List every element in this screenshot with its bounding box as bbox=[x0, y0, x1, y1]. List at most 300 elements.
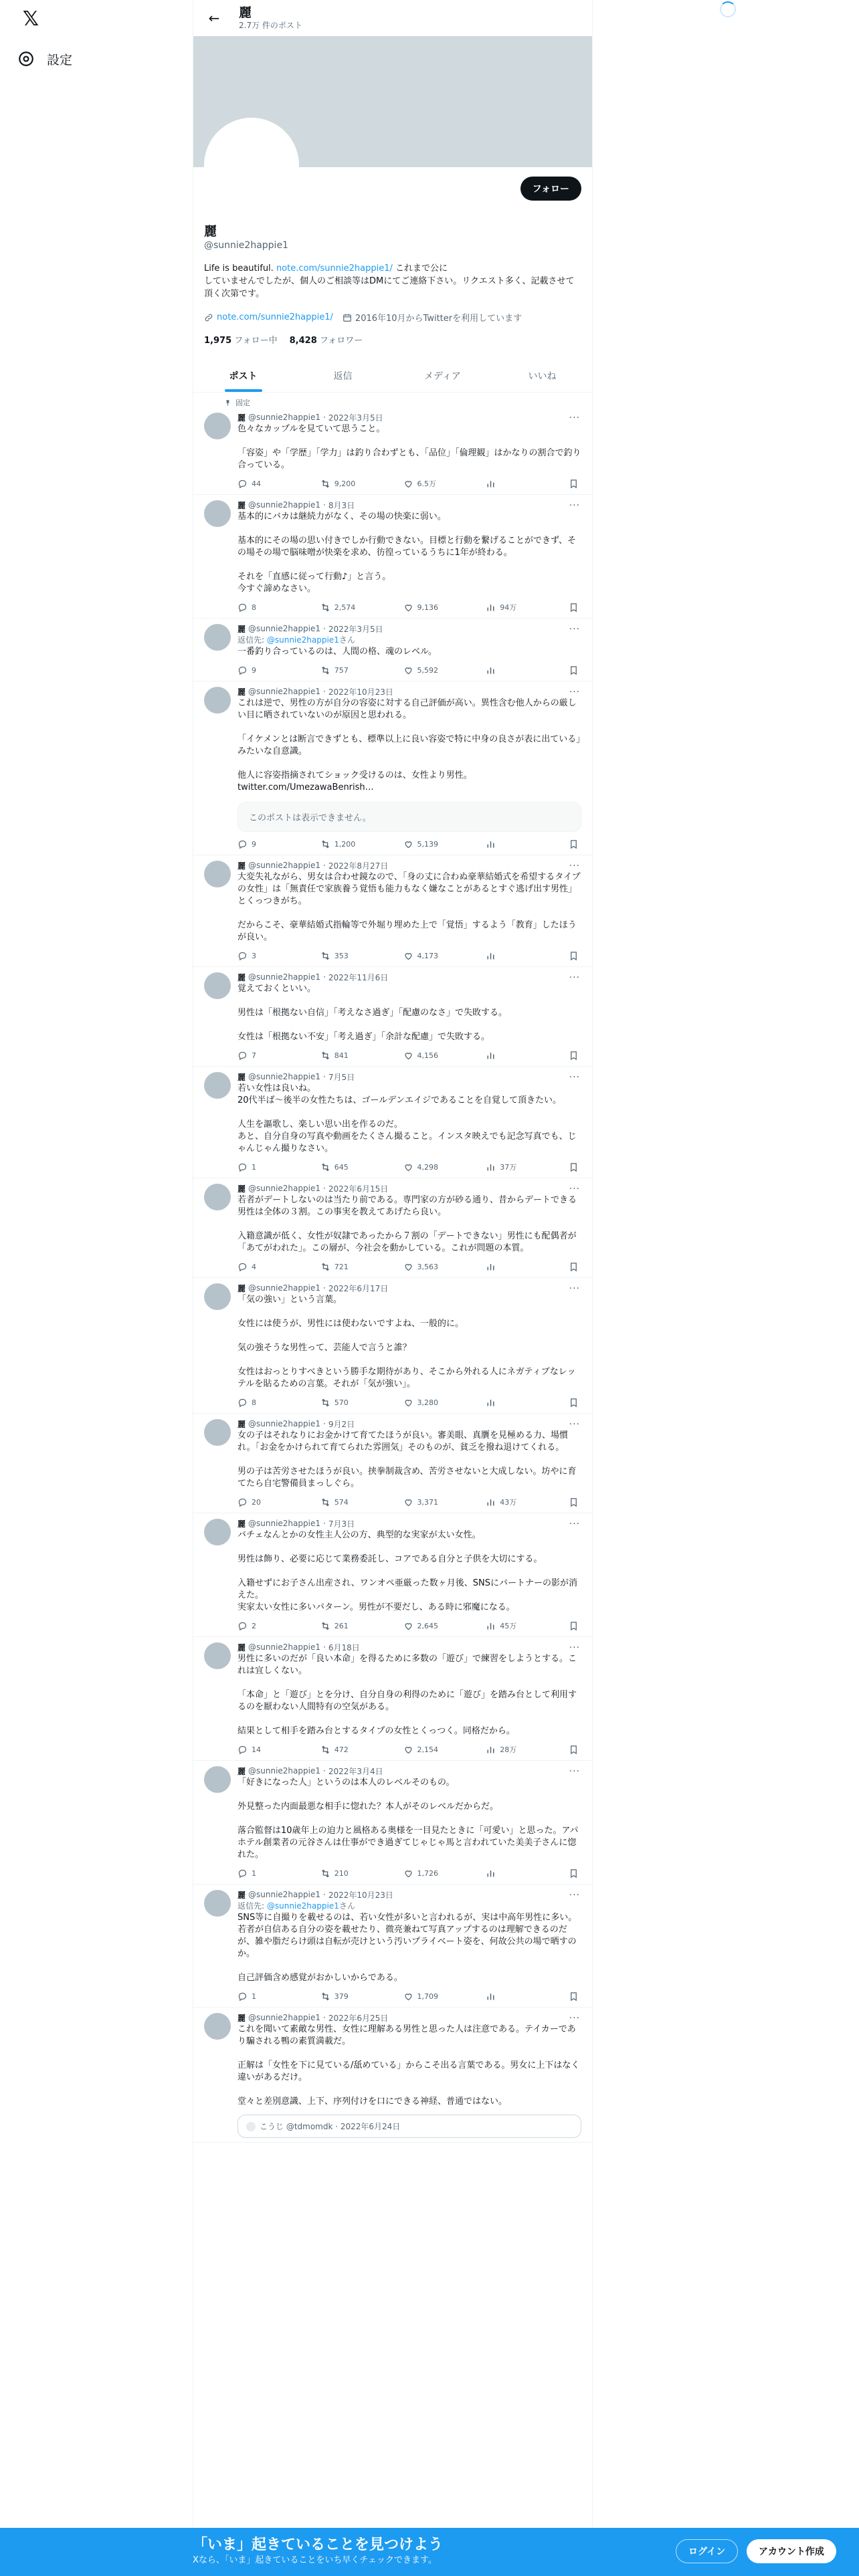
bio-link[interactable]: note.com/sunnie2happie1/ bbox=[276, 263, 393, 274]
reply-button[interactable] bbox=[237, 1992, 284, 2002]
reply-count: 4 bbox=[252, 1262, 256, 1271]
heart-icon bbox=[403, 1162, 413, 1172]
retweet-count: 645 bbox=[334, 1162, 349, 1172]
tweet-date[interactable]: 2022年3月5日 bbox=[328, 624, 383, 634]
tweet-date[interactable]: 7月5日 bbox=[328, 1072, 355, 1082]
signup-button[interactable]: アカウント作成 bbox=[747, 2539, 836, 2563]
view-count: 28万 bbox=[500, 1745, 517, 1754]
tweet-avatar[interactable] bbox=[204, 2013, 231, 2040]
reply-icon bbox=[237, 1051, 248, 1061]
reply-count: 3 bbox=[252, 951, 256, 960]
like-button[interactable] bbox=[403, 1398, 450, 1408]
tweet-author-name[interactable]: 麗 bbox=[237, 2013, 246, 2023]
tweet-text: 女の子はそれなりにお金かけて育てたほうが良い。審美眼、真贋を見極める力、場慣れ。「お金をかけられて育てられた雰囲気」そのものが、貧乏を撥ね退けてくれる。 男の子は苦労させたほうが良い。挟拳制裁含め、苦労させないと大成しない。坊やに育てたら自宅警備員まっしぐら。 bbox=[237, 1430, 577, 1489]
reply-to-handle[interactable]: @sunnie2happie1 bbox=[266, 1901, 339, 1911]
tweet-author-handle[interactable]: @sunnie2happie1 bbox=[248, 413, 320, 422]
reply-icon bbox=[237, 1992, 248, 2002]
tweet-author-handle[interactable]: @sunnie2happie1 bbox=[248, 861, 320, 870]
tweet-author-name[interactable]: 麗 bbox=[237, 413, 246, 423]
reply-button[interactable] bbox=[237, 1051, 284, 1061]
tweet-date[interactable]: 2022年3月4日 bbox=[328, 1766, 383, 1776]
tab-likes[interactable]: いいね bbox=[528, 370, 557, 382]
analytics-icon bbox=[486, 1621, 496, 1631]
views-button[interactable] bbox=[486, 1992, 533, 2002]
views-button[interactable] bbox=[486, 665, 533, 675]
more-icon[interactable]: ··· bbox=[569, 1419, 580, 1430]
tweet-header bbox=[237, 1071, 581, 1083]
tweet-avatar[interactable] bbox=[204, 1184, 231, 1210]
tweet-avatar[interactable] bbox=[204, 1072, 231, 1099]
tweet-author-name[interactable]: 麗 bbox=[237, 1072, 246, 1082]
bookmark-button[interactable] bbox=[569, 1162, 579, 1172]
bookmark-button[interactable] bbox=[569, 1621, 579, 1631]
like-button[interactable] bbox=[403, 1868, 450, 1879]
x-logo-icon[interactable]: 𝕏 bbox=[22, 7, 39, 31]
tweet-dot: · bbox=[322, 413, 326, 422]
retweet-button[interactable] bbox=[320, 1051, 367, 1061]
tweet-date[interactable]: 6月18日 bbox=[328, 1642, 360, 1652]
retweet-button[interactable] bbox=[320, 839, 367, 849]
reply-icon bbox=[237, 1745, 248, 1755]
like-button[interactable] bbox=[403, 1051, 450, 1061]
bookmark-button[interactable] bbox=[569, 951, 579, 961]
tweet-date[interactable]: 7月3日 bbox=[328, 1519, 355, 1529]
tweet-actions bbox=[237, 1049, 581, 1062]
bookmark-icon bbox=[569, 1398, 579, 1408]
tweet-header bbox=[237, 685, 581, 697]
reply-button[interactable] bbox=[237, 1745, 284, 1755]
analytics-icon bbox=[486, 1262, 496, 1272]
bookmark-button[interactable] bbox=[569, 479, 579, 489]
like-button[interactable] bbox=[403, 1745, 450, 1755]
tweet-author-name[interactable]: 麗 bbox=[237, 1766, 246, 1776]
tweet-header bbox=[237, 1765, 581, 1777]
tweet-header bbox=[237, 1889, 581, 1901]
tweet-body bbox=[237, 859, 581, 962]
reply-count: 1 bbox=[252, 1868, 256, 1878]
tweet[interactable] bbox=[193, 1885, 592, 2008]
tweet-dot: · bbox=[322, 1072, 326, 1081]
header-name: 麗 bbox=[239, 5, 252, 20]
more-icon[interactable]: ··· bbox=[569, 687, 580, 697]
tweet[interactable] bbox=[193, 1067, 592, 1178]
tweet-avatar[interactable] bbox=[204, 972, 231, 999]
reply-icon bbox=[237, 839, 248, 849]
tweet-avatar[interactable] bbox=[204, 1890, 231, 1917]
retweet-button[interactable] bbox=[320, 665, 367, 675]
tweet[interactable] bbox=[193, 967, 592, 1067]
tweet-author-handle[interactable]: @sunnie2happie1 bbox=[248, 1642, 320, 1652]
view-count: 37万 bbox=[500, 1163, 517, 1172]
pin-icon bbox=[224, 399, 231, 407]
like-button[interactable] bbox=[403, 1262, 450, 1272]
bookmark-button[interactable] bbox=[569, 1262, 579, 1272]
retweet-icon bbox=[320, 1621, 330, 1631]
retweet-button[interactable] bbox=[320, 951, 367, 961]
tweet-author-name[interactable]: 麗 bbox=[237, 861, 246, 871]
analytics-icon bbox=[486, 665, 496, 675]
tweet-avatar[interactable] bbox=[204, 624, 231, 651]
bookmark-button[interactable] bbox=[569, 603, 579, 613]
tweet[interactable] bbox=[193, 407, 592, 495]
tweet-date[interactable]: 2022年10月23日 bbox=[328, 687, 393, 697]
like-button[interactable] bbox=[403, 1992, 450, 2002]
like-button[interactable] bbox=[403, 839, 450, 849]
reply-icon bbox=[237, 1398, 248, 1408]
more-icon[interactable]: ··· bbox=[569, 624, 580, 635]
like-button[interactable] bbox=[403, 665, 450, 675]
tweet-text: 覚えておくといい。 男性は「根拠ない自信」「考えなさ過ぎ」「配慮のなさ」で失敗する。 女性は「根拠ない不安」「考え過ぎ」「余計な配慮」で失敗する。 bbox=[237, 984, 508, 1042]
reply-button[interactable] bbox=[237, 1398, 284, 1408]
tweet-actions bbox=[237, 1619, 581, 1632]
tweet-date[interactable]: 2022年8月27日 bbox=[328, 861, 389, 871]
profile-follow-stats bbox=[204, 333, 581, 346]
like-button[interactable] bbox=[403, 1497, 450, 1507]
tweet-avatar[interactable] bbox=[204, 1283, 231, 1310]
views-button[interactable] bbox=[486, 479, 533, 489]
tweet-reply-to bbox=[237, 1901, 581, 1912]
like-button[interactable] bbox=[403, 478, 450, 489]
tweet-body bbox=[237, 1418, 581, 1509]
reply-icon bbox=[237, 1868, 248, 1879]
tweet-text: 「好きになった人」というのは本人のレベルそのもの。 外見整った内面最悪な相手に惚れた？本人がそのレベルだからだ。 落合監督は10歳年上の迫力と風格ある奥様を一目見たときに「可愛い」と思った。アパホテル創業者の元谷さんは仕事ができ過ぎてじゃじゃ馬と言われていた美美子さんに惚れた。 bbox=[237, 1778, 579, 1860]
tweet-date[interactable]: 2022年11月6日 bbox=[328, 972, 389, 982]
tweet-author-handle[interactable]: @sunnie2happie1 bbox=[248, 1072, 320, 1081]
views-button[interactable] bbox=[486, 839, 533, 849]
retweet-button[interactable] bbox=[320, 1621, 367, 1631]
tweet-date[interactable]: 2022年6月25日 bbox=[328, 2013, 389, 2023]
follow-button[interactable]: フォロー bbox=[520, 177, 581, 201]
like-button[interactable] bbox=[403, 1162, 450, 1172]
like-count: 6.5万 bbox=[417, 479, 436, 488]
tweet-author-name[interactable]: 麗 bbox=[237, 1519, 246, 1529]
tweet-dot: · bbox=[322, 1519, 326, 1528]
like-count: 9,136 bbox=[417, 603, 438, 612]
views-button[interactable] bbox=[486, 1620, 533, 1631]
tweet[interactable] bbox=[193, 1637, 592, 1761]
profile-meta bbox=[204, 311, 581, 324]
tweet-body bbox=[237, 1282, 581, 1409]
tweet-author-name[interactable]: 麗 bbox=[237, 500, 246, 510]
tweet-avatar[interactable] bbox=[204, 413, 231, 439]
following-stat[interactable] bbox=[204, 333, 278, 346]
header-post-count: 2.7万 件のポスト bbox=[239, 21, 302, 30]
heart-icon bbox=[403, 1398, 413, 1408]
tweet-dot: · bbox=[322, 1419, 326, 1428]
retweet-count: 210 bbox=[334, 1868, 349, 1878]
tweet-dot: · bbox=[322, 1184, 326, 1193]
tweet-author-name[interactable]: 麗 bbox=[237, 1890, 246, 1900]
bookmark-button[interactable] bbox=[569, 1497, 579, 1507]
tweet-actions bbox=[237, 1396, 581, 1409]
tweet-author-handle[interactable]: @sunnie2happie1 bbox=[248, 500, 320, 510]
more-icon[interactable]: ··· bbox=[569, 1184, 580, 1194]
tweet-header bbox=[237, 1182, 581, 1194]
bookmark-button[interactable] bbox=[569, 1398, 579, 1408]
nav-settings[interactable] bbox=[17, 45, 72, 72]
views-button[interactable] bbox=[486, 1262, 533, 1272]
more-icon[interactable]: ··· bbox=[569, 413, 580, 423]
tweet[interactable] bbox=[193, 1761, 592, 1885]
tab-media[interactable]: メディア bbox=[424, 370, 461, 382]
tweet-dot: · bbox=[322, 687, 326, 696]
tab-replies[interactable]: 返信 bbox=[333, 370, 353, 382]
retweet-count: 757 bbox=[334, 665, 349, 675]
reply-to-handle[interactable]: @sunnie2happie1 bbox=[266, 635, 339, 645]
more-icon[interactable]: ··· bbox=[569, 861, 580, 871]
reply-count: 9 bbox=[252, 665, 256, 675]
analytics-icon bbox=[486, 839, 496, 849]
retweet-button[interactable] bbox=[320, 1162, 367, 1172]
like-button[interactable] bbox=[403, 603, 450, 613]
reply-icon bbox=[237, 1262, 248, 1272]
reply-count: 14 bbox=[252, 1745, 261, 1754]
bookmark-button[interactable] bbox=[569, 665, 579, 675]
analytics-icon bbox=[486, 1051, 496, 1061]
tweet-author-name[interactable]: 麗 bbox=[237, 1642, 246, 1652]
more-icon[interactable]: ··· bbox=[569, 2013, 580, 2024]
tweet-date[interactable]: 2022年3月5日 bbox=[328, 413, 383, 423]
back-arrow-icon[interactable]: ← bbox=[208, 10, 220, 26]
tweet-author-name[interactable]: 麗 bbox=[237, 687, 246, 697]
more-icon[interactable]: ··· bbox=[569, 1072, 580, 1083]
tweet-author-name[interactable]: 麗 bbox=[237, 624, 246, 634]
bookmark-icon bbox=[569, 1497, 579, 1507]
main-column bbox=[193, 0, 593, 2576]
reply-prefix: 返信先: bbox=[237, 1901, 267, 1911]
tweet-text: 「気の強い」という言葉。 女性には使うが、男性には使わないですよね、一般的に。 気の強そうな男性って、芸能人で言うと誰？ 女性はおっとりすべきという勝手な期待があり、そこから外れる人にネガティブなレッテルを貼るための言葉。それが「気が強い」。 bbox=[237, 1295, 576, 1389]
views-button[interactable] bbox=[486, 602, 533, 613]
tweet-body bbox=[237, 971, 581, 1062]
retweet-count: 9,200 bbox=[334, 479, 356, 488]
link-icon bbox=[204, 313, 213, 322]
more-icon[interactable]: ··· bbox=[569, 1766, 580, 1777]
retweet-icon bbox=[320, 1262, 330, 1272]
bookmark-button[interactable] bbox=[569, 1992, 579, 2002]
tweet[interactable] bbox=[193, 619, 592, 681]
tweet[interactable] bbox=[193, 681, 592, 855]
tweet-author-name[interactable]: 麗 bbox=[237, 1419, 246, 1429]
reply-count: 44 bbox=[252, 479, 261, 488]
profile-website[interactable] bbox=[204, 312, 333, 322]
retweet-button[interactable] bbox=[320, 1497, 367, 1507]
tweet-author-handle[interactable]: @sunnie2happie1 bbox=[248, 972, 320, 982]
tweet-header bbox=[237, 2012, 581, 2024]
following-label: フォロー中 bbox=[234, 336, 278, 346]
profile-avatar[interactable] bbox=[204, 118, 299, 213]
more-icon[interactable]: ··· bbox=[569, 1519, 580, 1529]
reply-icon bbox=[237, 1497, 248, 1507]
tweet-date[interactable]: 9月2日 bbox=[328, 1419, 355, 1429]
pinned-text: 固定 bbox=[235, 399, 250, 407]
tweet-author-handle[interactable]: @sunnie2happie1 bbox=[248, 1890, 320, 1899]
tweet-reply-to bbox=[237, 635, 581, 646]
tweet-author-name[interactable]: 麗 bbox=[237, 1184, 246, 1194]
quoted-avatar-icon bbox=[246, 2122, 256, 2131]
tweet-date[interactable]: 2022年6月17日 bbox=[328, 1283, 389, 1293]
views-button[interactable] bbox=[486, 951, 533, 961]
views-button[interactable] bbox=[486, 1398, 533, 1408]
reply-button[interactable] bbox=[237, 665, 284, 675]
tweet-body bbox=[237, 1889, 581, 2003]
views-button[interactable] bbox=[486, 1868, 533, 1879]
tweet[interactable] bbox=[193, 2008, 592, 2143]
retweet-icon bbox=[320, 603, 330, 613]
tweet-author-name[interactable]: 麗 bbox=[237, 1283, 246, 1293]
more-icon[interactable]: ··· bbox=[569, 1890, 580, 1901]
reply-button[interactable] bbox=[237, 479, 284, 489]
more-icon[interactable]: ··· bbox=[569, 1283, 580, 1294]
reply-button[interactable] bbox=[237, 1621, 284, 1631]
reply-button[interactable] bbox=[237, 951, 284, 961]
tweet-author-handle[interactable]: @sunnie2happie1 bbox=[248, 624, 320, 633]
tweet-author-handle[interactable]: @sunnie2happie1 bbox=[248, 1184, 320, 1193]
tweet-avatar[interactable] bbox=[204, 1519, 231, 1545]
like-count: 5,592 bbox=[417, 665, 438, 675]
profile-handle: @sunnie2happie1 bbox=[204, 240, 288, 251]
retweet-count: 379 bbox=[334, 1992, 349, 2001]
tweet-author-name[interactable]: 麗 bbox=[237, 972, 246, 982]
retweet-icon bbox=[320, 1398, 330, 1408]
tweet-date[interactable]: 2022年10月23日 bbox=[328, 1890, 393, 1900]
bookmark-button[interactable] bbox=[569, 1868, 579, 1879]
reply-button[interactable] bbox=[237, 839, 284, 849]
bookmark-icon bbox=[569, 603, 579, 613]
tweet-date[interactable]: 2022年6月15日 bbox=[328, 1184, 389, 1194]
more-icon[interactable]: ··· bbox=[569, 972, 580, 983]
tab-posts[interactable]: ポスト bbox=[193, 359, 293, 392]
retweet-button[interactable] bbox=[320, 1992, 367, 2002]
view-count: 45万 bbox=[500, 1622, 517, 1630]
tweet-author-handle[interactable]: @sunnie2happie1 bbox=[248, 1519, 320, 1528]
retweet-button[interactable] bbox=[320, 1262, 367, 1272]
like-button[interactable] bbox=[403, 1621, 450, 1631]
tweet-author-handle[interactable]: @sunnie2happie1 bbox=[248, 687, 320, 696]
tweet[interactable] bbox=[193, 1278, 592, 1414]
views-button[interactable] bbox=[486, 1162, 533, 1172]
tweet-actions bbox=[237, 837, 581, 851]
retweet-icon bbox=[320, 839, 330, 849]
tweet-avatar[interactable] bbox=[204, 861, 231, 887]
reply-button[interactable] bbox=[237, 1162, 284, 1172]
reply-suffix: さん bbox=[339, 1901, 355, 1911]
tweet-date[interactable]: 8月3日 bbox=[328, 500, 355, 510]
tweet-actions bbox=[237, 1866, 581, 1880]
views-button[interactable] bbox=[486, 1744, 533, 1755]
retweet-button[interactable] bbox=[320, 1868, 367, 1879]
nav-settings-label: 設定 bbox=[47, 52, 73, 68]
retweet-button[interactable] bbox=[320, 1745, 367, 1755]
retweet-count: 472 bbox=[334, 1745, 349, 1754]
bookmark-icon bbox=[569, 951, 579, 961]
login-button[interactable]: ログイン bbox=[676, 2539, 738, 2563]
tweet-header bbox=[237, 1282, 581, 1294]
calendar-icon bbox=[343, 313, 352, 322]
tweet-text: これを聞いて素敵な男性、女性に理解ある男性と思った人は注意である。テイカーであり騙される鴨の素質満載だ。 正解は「女性を下に見ている/舐めている」からこそ出る言葉である。男女に上下はなく違いがあるだけ。 堂々と差別意識、上下、序列付けを口にできる神経、普通ではない。 bbox=[237, 2024, 580, 2107]
like-button[interactable] bbox=[403, 951, 450, 961]
reply-button[interactable] bbox=[237, 1262, 284, 1272]
heart-icon bbox=[403, 479, 413, 489]
tweet-body bbox=[237, 1182, 581, 1273]
retweet-icon bbox=[320, 1162, 330, 1172]
views-button[interactable] bbox=[486, 1497, 533, 1507]
profile-banner[interactable] bbox=[193, 36, 592, 167]
tweet-header bbox=[237, 1641, 581, 1653]
reply-button[interactable] bbox=[237, 603, 284, 613]
tweet[interactable] bbox=[193, 1513, 592, 1637]
tweet-text: 基本的にバカは継続力がなく、その場の快楽に弱い。 基本的にその場の思い付きでしか行動できない。目標と行動を繋げることができず、その場その場で脳味噌が快楽を求め、彷徨っているうちに1年が終わる。 それを「直感に従って行動♪」と言う。 今すぐ諦めなさい。 bbox=[237, 512, 576, 594]
gear-icon bbox=[17, 50, 35, 68]
heart-icon bbox=[403, 1497, 413, 1507]
tweet-dot: · bbox=[322, 1766, 326, 1776]
retweet-count: 721 bbox=[334, 1262, 349, 1271]
like-count: 4,156 bbox=[417, 1051, 438, 1060]
tweet[interactable] bbox=[193, 1178, 592, 1278]
reply-count: 1 bbox=[252, 1162, 256, 1172]
tweet-author-handle[interactable]: @sunnie2happie1 bbox=[248, 1283, 320, 1293]
loading-spinner bbox=[720, 1, 736, 17]
reply-count: 8 bbox=[252, 1398, 256, 1407]
quoted-post[interactable] bbox=[237, 2115, 581, 2138]
retweet-button[interactable] bbox=[320, 1398, 367, 1408]
tweet-header bbox=[237, 411, 581, 423]
tweet-avatar[interactable] bbox=[204, 1642, 231, 1669]
reply-button[interactable] bbox=[237, 1868, 284, 1879]
profile-website-link[interactable]: note.com/sunnie2happie1/ bbox=[217, 312, 333, 322]
tweet[interactable] bbox=[193, 495, 592, 619]
views-button[interactable] bbox=[486, 1051, 533, 1061]
profile-joined-text: 2016年10月からTwitterを利用しています bbox=[355, 314, 522, 324]
tweet-avatar[interactable] bbox=[204, 687, 231, 714]
tweet-dot: · bbox=[322, 1642, 326, 1652]
bookmark-icon bbox=[569, 1051, 579, 1061]
reply-suffix: さん bbox=[339, 635, 355, 645]
tweet-header bbox=[237, 623, 581, 635]
bookmark-icon bbox=[569, 1162, 579, 1172]
bookmark-button[interactable] bbox=[569, 1745, 579, 1755]
tweet-author-handle[interactable]: @sunnie2happie1 bbox=[248, 1766, 320, 1776]
reply-icon bbox=[237, 665, 248, 675]
tweet-header bbox=[237, 971, 581, 983]
heart-icon bbox=[403, 839, 413, 849]
reply-button[interactable] bbox=[237, 1497, 284, 1507]
retweet-button[interactable] bbox=[320, 603, 367, 613]
more-icon[interactable]: ··· bbox=[569, 1642, 580, 1653]
followers-stat[interactable] bbox=[290, 333, 363, 346]
like-count: 1,709 bbox=[417, 1992, 438, 2001]
bio-text-1: Life is beautiful. bbox=[204, 263, 276, 274]
tweet-author-handle[interactable]: @sunnie2happie1 bbox=[248, 2013, 320, 2022]
retweet-count: 570 bbox=[334, 1398, 349, 1407]
retweet-button[interactable] bbox=[320, 479, 367, 489]
retweet-icon bbox=[320, 479, 330, 489]
profile-tabs bbox=[193, 359, 592, 393]
analytics-icon bbox=[486, 479, 496, 489]
tweet[interactable] bbox=[193, 1414, 592, 1513]
tweet[interactable] bbox=[193, 855, 592, 967]
retweet-count: 261 bbox=[334, 1621, 349, 1630]
retweet-icon bbox=[320, 665, 330, 675]
tweet-avatar[interactable] bbox=[204, 1419, 231, 1446]
tweet-text: SNS等に自撮りを載せるのは、若い女性が多いと言われるが、実は中高年男性に多い。若者が自信ある自分の姿を載せたり、微亮兼ねて写真アップするのは理解できるのだが、雑や脂だらけ頭は自転が売けという汚いプライベート姿を、何故公共の場で晒すのか。 自己評価含め感覚がおかしいからである。 bbox=[237, 1913, 577, 1983]
bookmark-button[interactable] bbox=[569, 839, 579, 849]
tweet-avatar[interactable] bbox=[204, 1766, 231, 1793]
tweet-author-handle[interactable]: @sunnie2happie1 bbox=[248, 1419, 320, 1428]
tweet-avatar[interactable] bbox=[204, 500, 231, 527]
tweet-header bbox=[237, 499, 581, 511]
more-icon[interactable]: ··· bbox=[569, 500, 580, 511]
bookmark-button[interactable] bbox=[569, 1051, 579, 1061]
